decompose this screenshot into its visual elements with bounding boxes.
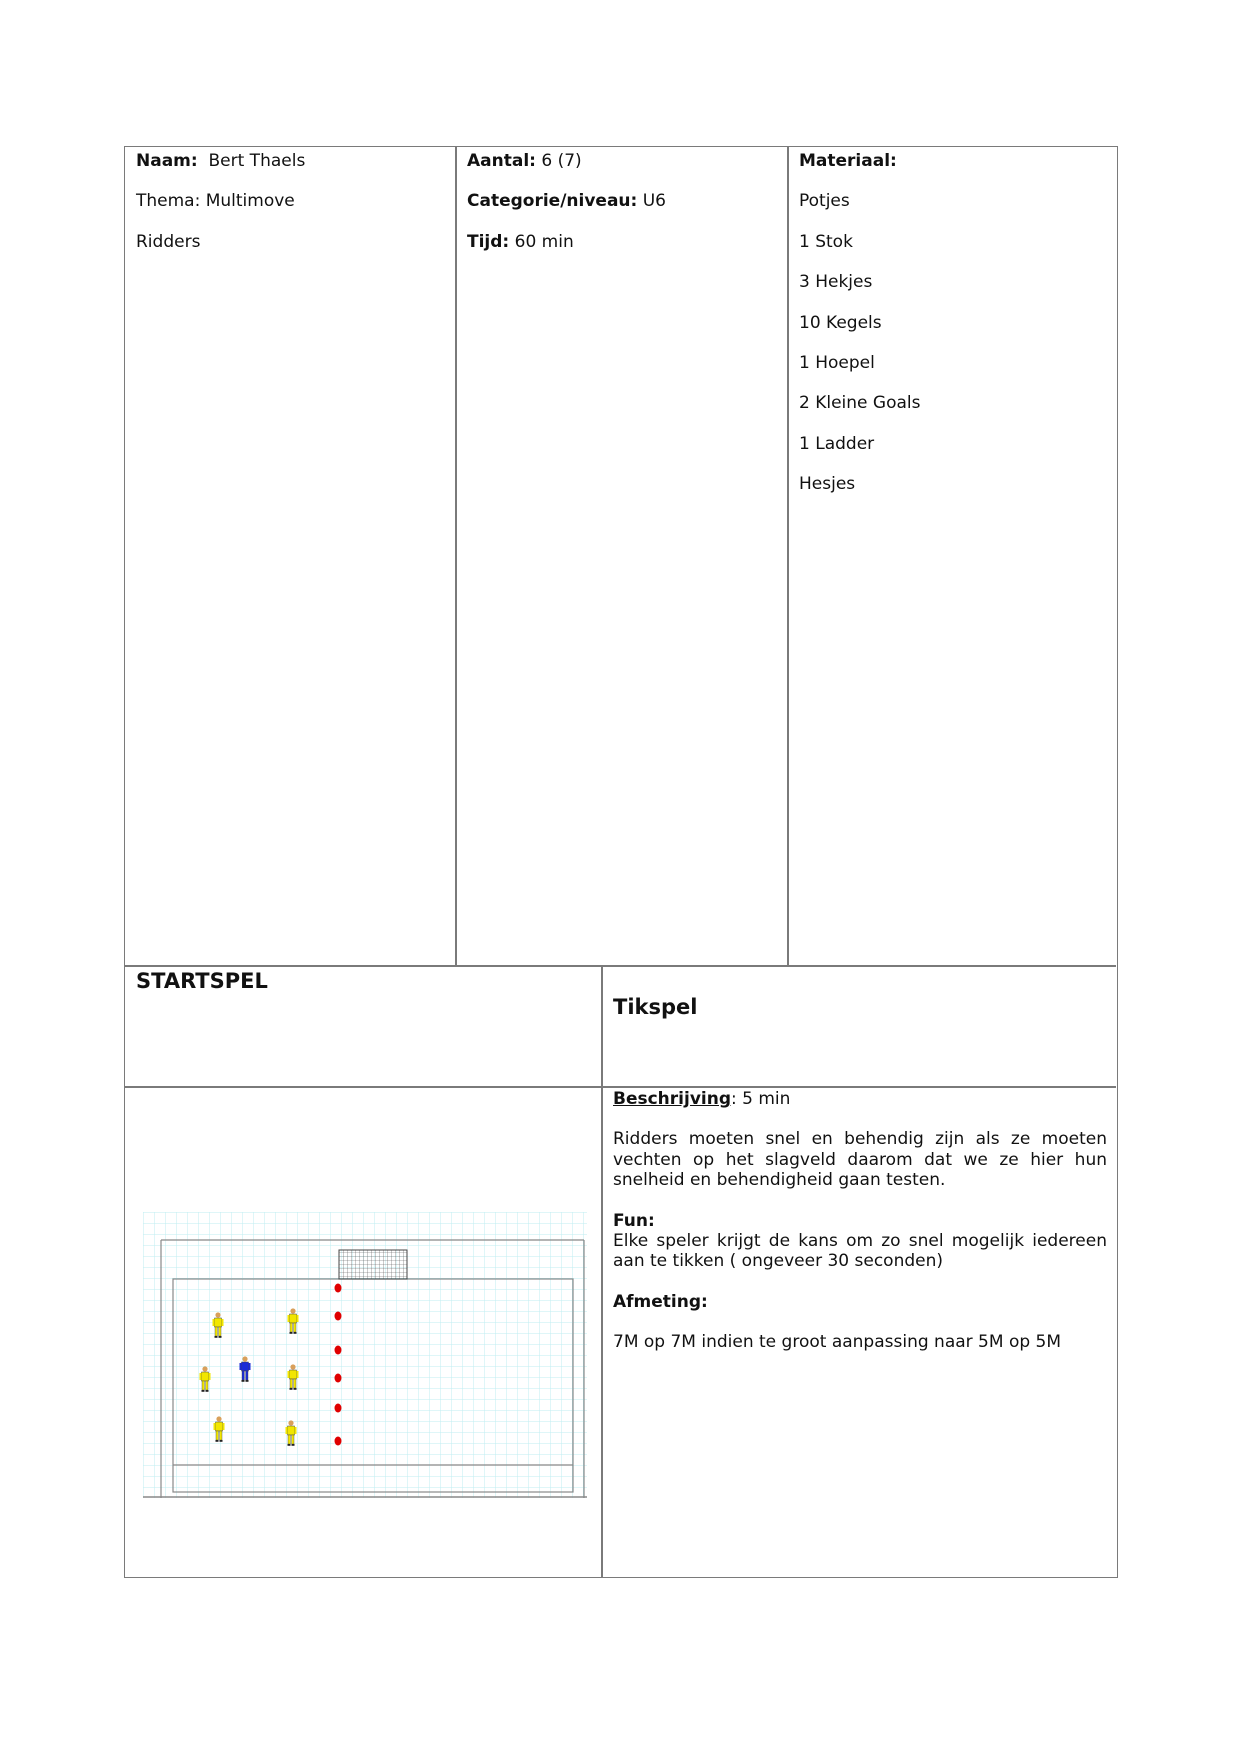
- materiaal-item: 1 Ladder: [799, 433, 875, 454]
- ridders-line: Ridders: [136, 231, 201, 252]
- categorie-line: Categorie/niveau: U6: [467, 191, 666, 212]
- startspel-cell: [136, 969, 596, 1014]
- divider-col-mid: [601, 965, 603, 1577]
- cone-marker: [335, 1312, 342, 1321]
- description-paragraph: Ridders moeten snel en behendig zijn als ze moeten vechten op het slagveld daarom dat we ze hier hun snelheid en behendigheid gaan testen.: [613, 1129, 1107, 1191]
- fun-text: Elke speler krijgt de kans om zo snel mogelijk iedereen aan te tikken ( ongeveer 30 seconden): [613, 1230, 1107, 1272]
- field-diagram: [143, 1212, 587, 1498]
- divider-col-1: [455, 147, 457, 965]
- aantal-line: Aantal: 6 (7): [467, 151, 582, 171]
- naam-line: Naam: Bert Thaels: [136, 151, 306, 171]
- startspel-title: STARTSPEL: [136, 969, 268, 993]
- divider-col-2: [787, 147, 789, 965]
- cone-marker: [335, 1374, 342, 1383]
- info-cell-coach: [136, 151, 446, 272]
- tijd-line: Tijd: 60 min: [467, 231, 574, 252]
- cone-marker: [335, 1346, 342, 1355]
- materiaal-item: 1 Stok: [799, 231, 853, 252]
- info-cell-group: [467, 151, 777, 272]
- tikspel-cell: [613, 995, 1103, 1040]
- thema-line: Thema: Multimove: [136, 191, 295, 212]
- lesson-sheet: [124, 146, 1118, 1578]
- diagram-cell: [125, 1087, 601, 1577]
- divider-row-1: [125, 965, 1116, 967]
- materiaal-item: 2 Kleine Goals: [799, 393, 921, 414]
- beschrijving-line: Beschrijving: 5 min: [613, 1089, 791, 1109]
- materiaal-item: 1 Hoepel: [799, 352, 875, 373]
- afmeting-label: Afmeting:: [613, 1291, 708, 1312]
- info-cell-materials: [799, 151, 1109, 515]
- cone-marker: [335, 1437, 342, 1446]
- materiaal-item: Potjes: [799, 191, 850, 212]
- fun-label: Fun:: [613, 1210, 655, 1231]
- goal-net: [339, 1250, 407, 1279]
- tikspel-title: Tikspel: [613, 995, 698, 1019]
- cone-marker: [335, 1284, 342, 1293]
- materiaal-item: Hesjes: [799, 474, 856, 495]
- cone-marker: [335, 1404, 342, 1413]
- materiaal-item: 10 Kegels: [799, 312, 882, 333]
- materiaal-label: Materiaal:: [799, 151, 897, 171]
- afmeting-text: 7M op 7M indien te groot aanpassing naar 5M op 5M: [613, 1332, 1062, 1353]
- description-cell: [613, 1089, 1107, 1353]
- materiaal-item: 3 Hekjes: [799, 272, 873, 293]
